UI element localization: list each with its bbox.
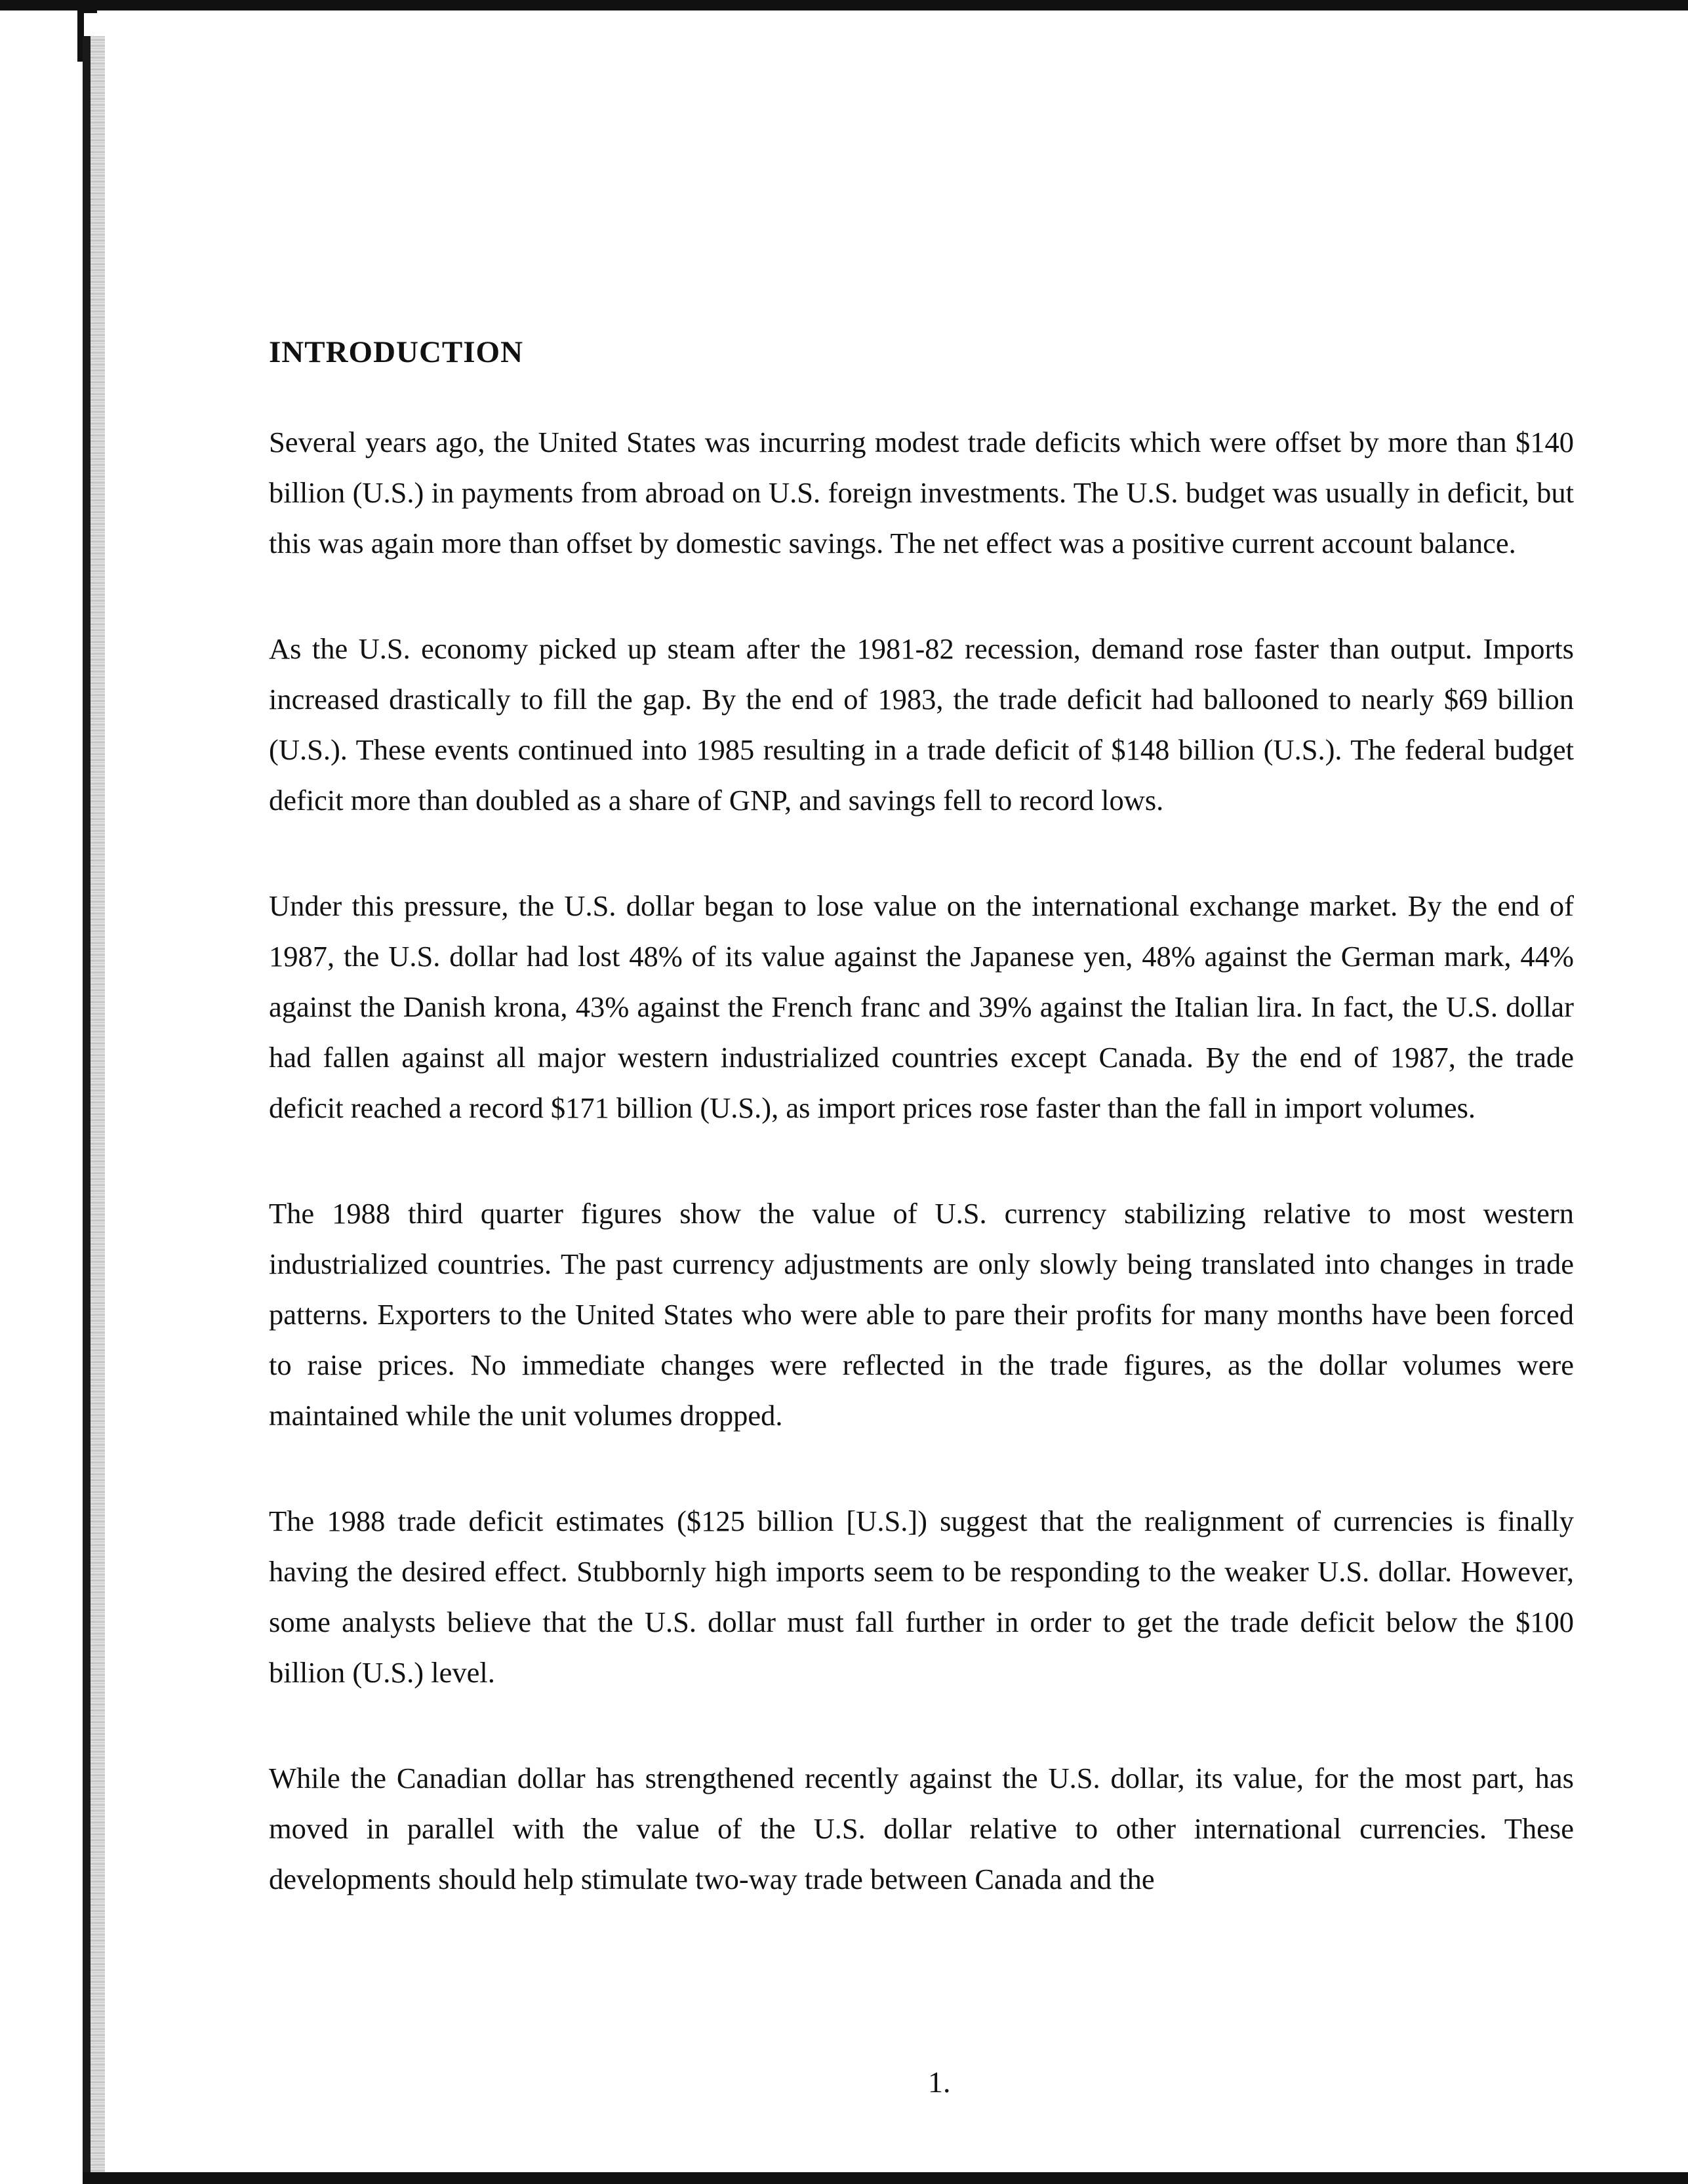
page-number: 1. bbox=[928, 2065, 951, 2099]
paragraph-6: While the Canadian dollar has strengthened recently against the U.S. dollar, its value, for the most part, has moved in parallel with the value of the U.S. dollar relative to other international currencies. These developments should help stimulate two-way trade between Canada and the bbox=[269, 1762, 1574, 1895]
section-heading: INTRODUCTION bbox=[269, 335, 524, 369]
paragraph-3: Under this pressure, the U.S. dollar began to lose value on the international exchange market. By the end of 1987, the U.S. dollar had lost 48% of its value against the Japanese yen, 48% against the German mark, 44% against the Danish krona, 43% against the French franc and 39% against the Italian lira. In fact, the U.S. dollar had fallen against all major western industrialized countries except Canada. By the end of 1987, the trade deficit reached a record $171 billion (U.S.), as import prices rose faster than the fall in import volumes. bbox=[269, 889, 1574, 1124]
scan-left-spine bbox=[83, 36, 90, 2184]
scan-binding-texture bbox=[90, 36, 105, 2184]
paragraph-4: The 1988 third quarter figures show the value of U.S. currency stabilizing relative to most western industrialized countries. The past currency adjustments are only slowly being translated into changes in trade patterns. Exporters to the United States who were able to pare their profits for many months have been forced to raise prices. No immediate changes were reflected in the trade figures, as the dollar volumes were maintained while the unit volumes dropped. bbox=[269, 1197, 1574, 1432]
document-body bbox=[269, 334, 1574, 1960]
paragraph-5: The 1988 trade deficit estimates ($125 billion [U.S.]) suggest that the realignment of currencies is finally having the desired effect. Stubbornly high imports seem to be responding to the weaker U.S. dollar. However, some analysts believe that the U.S. dollar must fall further in order to get the trade deficit below the $100 billion (U.S.) level. bbox=[269, 1505, 1574, 1689]
paragraph-1: Several years ago, the United States was incurring modest trade deficits which were offset by more than $140 billion (U.S.) in payments from abroad on U.S. foreign investments. The U.S. budget was usually in deficit, but this was again more than offset by domestic savings. The net effect was a positive current account balance. bbox=[269, 426, 1574, 559]
scan-bottom-border bbox=[83, 2172, 1688, 2184]
paragraph-2: As the U.S. economy picked up steam after the 1981-82 recession, demand rose faster than output. Imports increased drastically to fill the gap. By the end of 1983, the trade deficit had ballooned to nearly $69 billion (U.S.). These events continued into 1985 resulting in a trade deficit of $148 billion (U.S.). The federal budget deficit more than doubled as a share of GNP, and savings fell to record lows. bbox=[269, 632, 1574, 817]
scan-top-border bbox=[0, 0, 1688, 10]
